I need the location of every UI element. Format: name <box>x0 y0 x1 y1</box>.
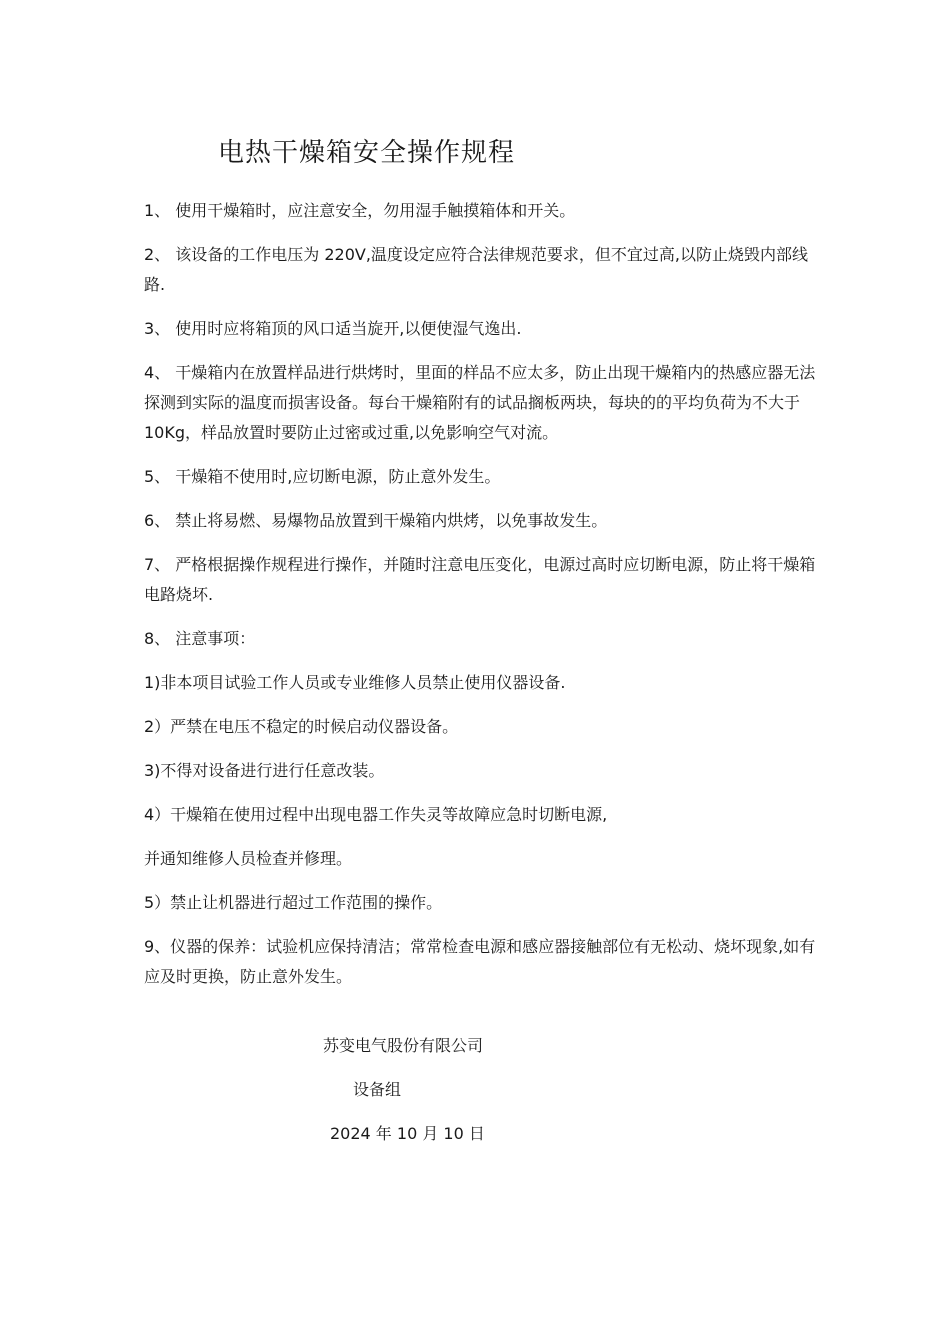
paragraph-6: 6、 禁止将易燃、易爆物品放置到干燥箱内烘烤，以免事故发生。 <box>144 511 608 530</box>
paragraph-2: 2、 该设备的工作电压为 220V,温度设定应符合法律规范要求，但不宜过高,以防止烧毁内部线路. <box>144 245 809 294</box>
paragraph-3: 3、 使用时应将箱顶的风口适当旋开,以便使湿气逸出. <box>144 319 522 338</box>
paragraph-1: 1、 使用干燥箱时，应注意安全，勿用湿手触摸箱体和开关。 <box>144 201 576 220</box>
paragraph-4: 4、 干燥箱内在放置样品进行烘烤时，里面的样品不应太多，防止出现干燥箱内的热感应器无法探测到实际的温度而损害设备。每台干燥箱附有的试品搁板两块，每块的的平均负荷为不大于 10Kg，样品放置时要防止过密或过重,以免影响空气对流。 <box>144 363 816 442</box>
paragraph-8-heading: 8、 注意事项： <box>144 629 256 648</box>
note-item-3: 3)不得对设备进行进行任意改装。 <box>144 761 385 780</box>
paragraph-5: 5、 干燥箱不使用时,应切断电源，防止意外发生。 <box>144 467 501 486</box>
signature-department: 设备组 <box>353 1080 402 1099</box>
document-title: 电热干燥箱安全操作规程 <box>218 138 516 168</box>
paragraph-9: 9、仪器的保养：试验机应保持清洁；常常检查电源和感应器接触部位有无松动、烧坏现象,如有应及时更换，防止意外发生。 <box>144 937 816 986</box>
paragraph-7: 7、 严格根据操作规程进行操作，并随时注意电压变化，电源过高时应切断电源，防止将干燥箱电路烧坏. <box>144 555 816 604</box>
note-item-5: 5）禁止让机器进行超过工作范围的操作。 <box>144 893 443 912</box>
signature-date: 2024 年 10 月 10 日 <box>330 1124 485 1143</box>
signature-company: 苏变电气股份有限公司 <box>323 1036 484 1055</box>
document-body <box>144 196 816 1006</box>
note-item-2: 2）严禁在电压不稳定的时候启动仪器设备。 <box>144 717 459 736</box>
note-item-4-continued: 并通知维修人员检查并修理。 <box>144 849 353 868</box>
note-item-1: 1)非本项目试验工作人员或专业维修人员禁止使用仪器设备. <box>144 673 566 692</box>
note-item-4: 4）干燥箱在使用过程中出现电器工作失灵等故障应急时切断电源, <box>144 805 608 824</box>
